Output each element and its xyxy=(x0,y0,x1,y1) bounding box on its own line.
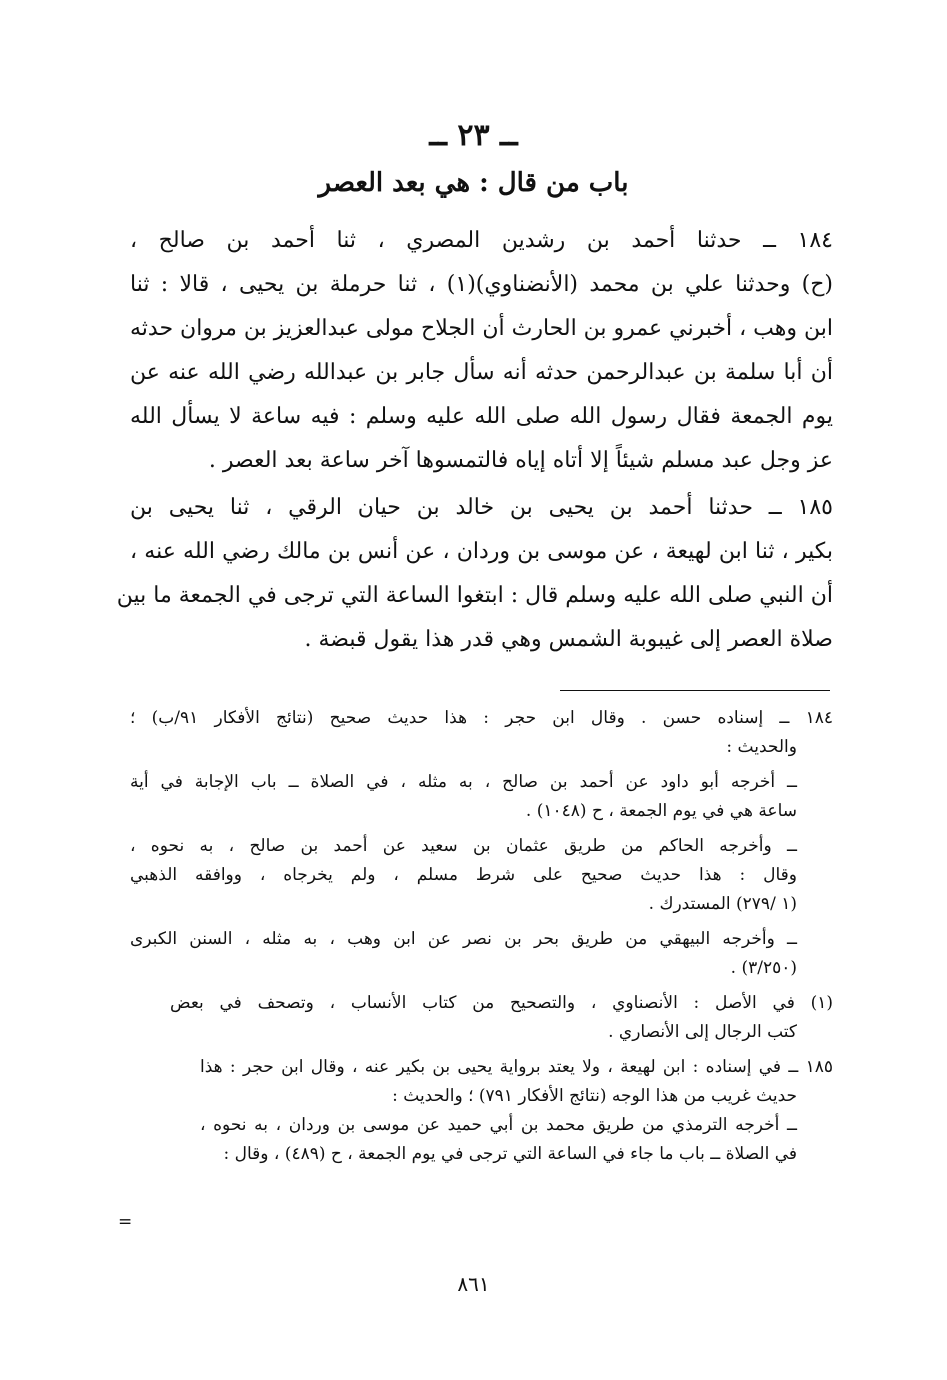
section-number: ــ ٢٣ ــ xyxy=(429,118,518,153)
hadith-line: ١٨٤ ــ حدثنا أحمد بن رشدين المصري ، ثنا أحمد بن صالح ، xyxy=(130,228,833,253)
footnote-line: في الصلاة ــ باب ما جاء في الساعة التي ترجى في يوم الجمعة ، ح (٤٨٩) ، وقال : xyxy=(223,1144,797,1164)
footnote-184-abu-dawud xyxy=(130,768,833,826)
hadith-line: (ح) وحدثنا علي بن محمد (الأنضناوي)(١) ، ثنا حرملة بن يحيى ، قالا : ثنا xyxy=(130,272,833,297)
footnote-line: (١) في الأصل : الأنصناوي ، والتصحيح من كتاب الأنساب ، وتصحف في بعض xyxy=(170,993,833,1013)
hadith-line: يوم الجمعة فقال رسول الله صلى الله عليه وسلم : فيه ساعة لا يسأل الله xyxy=(130,404,833,429)
footnote-1 xyxy=(170,989,833,1047)
footnote-line: ــ وأخرجه البيهقي من طريق بحر بن نصر عن ابن وهب ، به مثله ، السنن الكبرى xyxy=(130,929,797,949)
hadith-line: أن النبي صلى الله عليه وسلم قال : ابتغوا الساعة التي ترجى في الجمعة ما بين xyxy=(116,583,833,608)
footnote-184 xyxy=(130,704,833,762)
footnote-line: ١٨٥ ــ في إسناده : ابن لهيعة ، ولا يعتد برواية يحيى بن بكير عنه ، وقال ابن حجر : هذا xyxy=(200,1057,833,1077)
hadith-line: ١٨٥ ــ حدثنا أحمد بن يحيى بن خالد بن حيان الرقي ، ثنا يحيى بن xyxy=(130,495,833,520)
hadith-184 xyxy=(130,219,833,483)
footnotes xyxy=(130,704,833,1175)
page-number: ٨٦١ xyxy=(457,1272,490,1296)
footnote-184-bayhaqi xyxy=(130,925,833,983)
footnote-line: ــ وأخرجه الحاكم من طريق عثمان بن سعيد عن أحمد بن صالح ، به نحوه ، xyxy=(130,836,797,856)
footnote-line: ــ أخرجه الترمذي من طريق محمد بن أبي حميد عن موسى بن وردان ، به نحوه ، xyxy=(200,1115,797,1135)
footnote-line: (٣/٢٥٠) . xyxy=(730,958,797,978)
footnote-line: ساعة هي في يوم الجمعة ، ح (١٠٤٨) . xyxy=(525,801,797,821)
footnote-184-hakim xyxy=(130,832,833,919)
hadith-line: عز وجل عبد مسلم شيئاً إلا أتاه إياه فالتمسوها آخر ساعة بعد العصر . xyxy=(208,448,833,473)
chapter-title: باب من قال : هي بعد العصر xyxy=(318,168,629,198)
footnote-line: كتب الرجال إلى الأنصاري . xyxy=(608,1022,797,1042)
hadith-line: ابن وهب ، أخبرني عمرو بن الحارث أن الجلاح مولى عبدالعزيز بن مروان حدثه xyxy=(129,316,833,341)
footnote-line: والحديث : xyxy=(726,737,797,757)
hadith-line: أن أبا سلمة بن عبدالرحمن حدثه أنه سأل جابر بن عبدالله رضي الله عنه عن xyxy=(130,360,833,385)
hadith-line: بكير ، ثنا ابن لهيعة ، عن موسى بن وردان ، عن أنس بن مالك رضي الله عنه ، xyxy=(130,539,833,564)
hadith-185 xyxy=(116,486,833,662)
footnote-line: ١٨٤ ــ إسناده حسن . وقال ابن حجر : هذا حديث صحيح (نتائج الأفكار ٩١/ب) ؛ xyxy=(130,708,834,728)
footnote-line: وقال : هذا حديث صحيح على شرط مسلم ، ولم يخرجاه ، ووافقه الذهبي xyxy=(130,865,797,885)
footnote-line: (١ /٢٧٩) المستدرك . xyxy=(648,894,797,914)
footnote-line: ــ أخرجه أبو داود عن أحمد بن صالح ، به مثله ، في الصلاة ــ باب الإجابة في أية xyxy=(130,772,797,792)
continuation-mark: = xyxy=(118,1212,133,1232)
footnote-separator xyxy=(560,690,830,691)
footnote-line: حديث غريب من هذا الوجه (نتائج الأفكار ٧٩١) ؛ والحديث : xyxy=(392,1086,797,1106)
footnote-185 xyxy=(200,1053,833,1169)
hadith-line: صلاة العصر إلى غيبوبة الشمس وهي قدر هذا يقول قبضة . xyxy=(304,627,833,652)
